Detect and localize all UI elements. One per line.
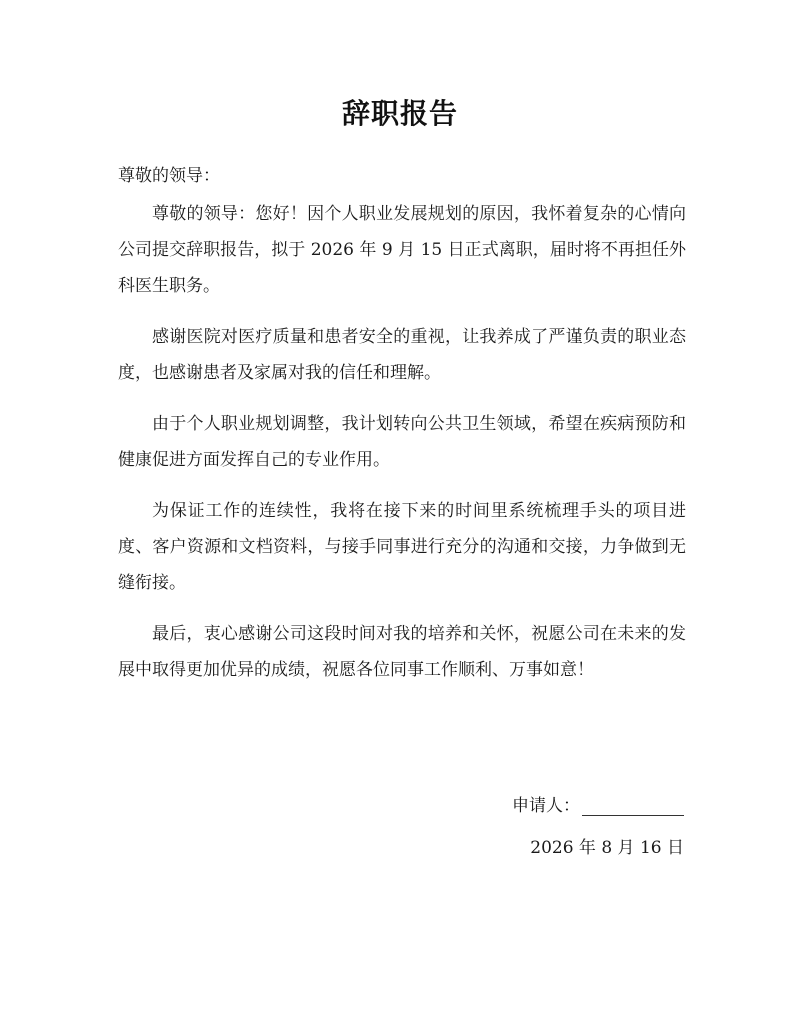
page-title: 辞职报告: [341, 97, 458, 130]
signature-date: 2026 年 8 月 16 日: [530, 838, 684, 858]
paragraph-greeting: 尊敬的领导：您好！因个人职业发展规划的原因，我怀着复杂的心情向公司提交辞职报告，拟于 2026 年 9 月 15 日正式离职，届时将不再担任外科医生职务。: [118, 204, 686, 296]
paragraph-reason: 由于个人职业规划调整，我计划转向公共卫生领域，希望在疾病预防和健康促进方面发挥自己的专业作用。: [118, 414, 686, 470]
paragraph-handover: 为保证工作的连续性，我将在接下来的时间里系统梳理手头的项目进度、客户资源和文档资料，与接手同事进行充分的沟通和交接，力争做到无缝衔接。: [118, 501, 686, 593]
paragraph-closing: 最后，衷心感谢公司这段时间对我的培养和关怀，祝愿公司在未来的发展中取得更加优异的成绩，祝愿各位同事工作顺利、万事如意！: [118, 624, 686, 680]
applicant-signature-blank[interactable]: [582, 797, 684, 816]
signature-block: [384, 792, 684, 876]
salutation: 尊敬的领导：: [118, 166, 220, 186]
applicant-line: [384, 792, 684, 820]
letter-body: [118, 196, 686, 703]
paragraph-thanks: 感谢医院对医疗质量和患者安全的重视，让我养成了严谨负责的职业态度，也感谢患者及家属对我的信任和理解。: [118, 327, 686, 383]
applicant-label: 申请人：: [512, 796, 580, 816]
